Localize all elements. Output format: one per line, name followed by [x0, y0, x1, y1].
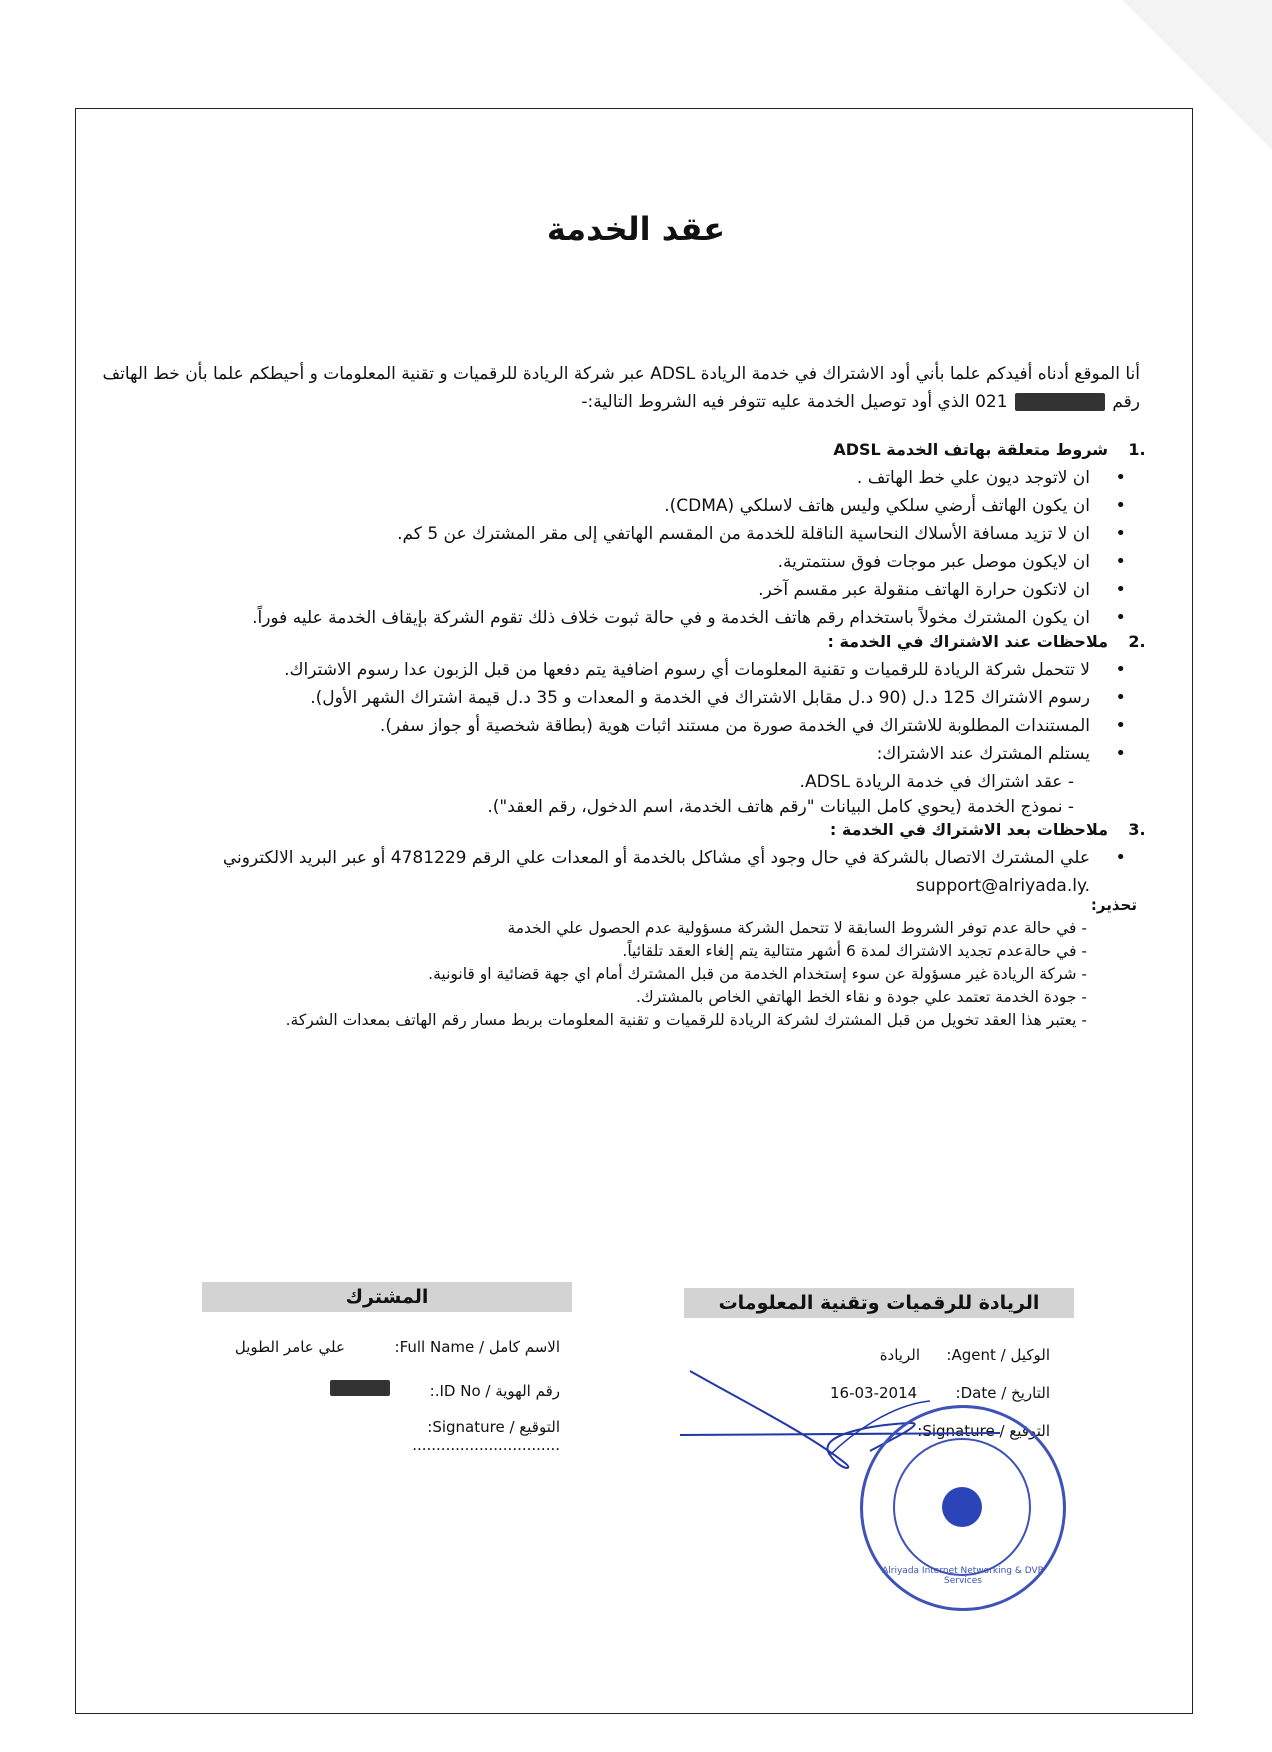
list-item: • ان لايكون موصل عبر موجات فوق سنتمترية.	[92, 550, 1090, 574]
agent-label: الوكيل / Agent:	[946, 1346, 1050, 1364]
redacted-id	[330, 1380, 390, 1396]
list-item: • ان يكون المشترك مخولاً باستخدام رقم هاتف الخدمة و في حالة ثبوت خلاف ذلك تقوم الشركة بإيقاف الخدمة عليه فوراً.	[92, 606, 1090, 630]
section-1	[92, 438, 1152, 634]
list-item: - في حالة عدم توفر الشروط السابقة لا تتحمل الشركة مسؤولية عدم الحصول علي الخدمة	[507, 919, 1087, 937]
list-item: - يعتبر هذا العقد تخويل من قبل المشترك لشركة الريادة للرقميات و تقنية المعلومات بربط مسار رقم الهاتف بمعدات الشركة.	[285, 1011, 1087, 1029]
section-2-heading: ملاحظات عند الاشتراك في الخدمة :	[827, 632, 1108, 651]
list-item: • ان يكون الهاتف أرضي سلكي وليس هاتف لاسلكي (CDMA).	[92, 494, 1090, 518]
contract-title: عقد الخدمة	[546, 210, 726, 248]
date-label: التاريخ / Date:	[955, 1384, 1050, 1402]
stamp-globe-icon	[942, 1487, 982, 1527]
section-2-number: 2.	[1128, 632, 1146, 651]
date-value: 16-03-2014	[830, 1384, 918, 1402]
redacted-phone	[1015, 393, 1105, 411]
section-3-bullets	[92, 846, 1152, 870]
list-item: • المستندات المطلوبة للاشتراك في الخدمة صورة من مستند اثبات هوية (بطاقة شخصية أو جواز سفر).	[92, 714, 1090, 738]
section-3	[92, 818, 1152, 898]
intro-line-1: أنا الموقع أدناه أفيدكم علما بأني أود الاشتراك في خدمة الريادة ADSL عبر شركة الريادة للرقميات و تقنية المعلومات و أحيطكم علما بأن خط الهاتف	[102, 364, 1140, 384]
intro-line-2: رقم 021 الذي أود توصيل الخدمة عليه تتوفر فيه الشروط التالية:-	[581, 392, 1140, 412]
list-item: - نموذج الخدمة (يحوي كامل البيانات "رقم هاتف الخدمة، اسم الدخول، رقم العقد").	[487, 797, 1074, 817]
list-item: • ان لا تزيد مسافة الأسلاك النحاسية الناقلة للخدمة من المقسم الهاتفي إلى مقر المشترك عن 5 كم.	[92, 522, 1090, 546]
full-name-value: علي عامر الطويل	[234, 1338, 345, 1356]
list-item: • ان لاتوجد ديون علي خط الهاتف .	[92, 466, 1090, 490]
list-item: - شركة الريادة غير مسؤولة عن سوء إستخدام الخدمة من قبل المشترك أمام اي جهة قضائية او قانونية.	[428, 965, 1087, 983]
list-item: • علي المشترك الاتصال بالشركة في حال وجود أي مشاكل بالخدمة أو المعدات علي الرقم 4781229 أو عبر البريد الالكتروني	[92, 846, 1090, 870]
section-2	[92, 630, 1152, 820]
phone-prefix: 021	[975, 392, 1008, 412]
subscriber-id-row	[300, 1380, 560, 1400]
company-stamp	[860, 1405, 1066, 1611]
list-item: • يستلم المشترك عند الاشتراك:	[92, 742, 1090, 766]
full-name-label: الاسم كامل / Full Name:	[394, 1338, 560, 1356]
section-2-sub-items	[92, 770, 1152, 819]
section-1-heading: شروط متعلقة بهاتف الخدمة ADSL	[833, 440, 1108, 459]
signature-dots: ...............................	[412, 1436, 560, 1454]
section-1-bullets	[92, 466, 1152, 630]
id-label: رقم الهوية / ID No.:	[429, 1382, 560, 1400]
subscriber-full-name-row	[230, 1338, 560, 1356]
subscriber-heading: المشترك	[202, 1282, 572, 1312]
company-heading: الريادة للرقميات وتقنية المعلومات	[684, 1288, 1074, 1318]
list-item: - عقد اشتراك في خدمة الريادة ADSL.	[799, 772, 1074, 792]
warning-title: تحذير:	[1090, 896, 1137, 914]
section-3-number: 3.	[1128, 820, 1146, 839]
subscriber-signature-row	[262, 1418, 560, 1454]
stamp-text: Alriyada Internet Networking & DVB Services	[882, 1566, 1044, 1586]
list-item: - جودة الخدمة تعتمد علي جودة و نقاء الخط الهاتفي الخاص بالمشترك.	[635, 988, 1087, 1006]
list-item: • لا تتحمل شركة الريادة للرقميات و تقنية المعلومات أي رسوم اضافية يتم دفعها من قبل الزبون عدا رسوم الاشتراك.	[92, 658, 1090, 682]
intro-paragraph	[100, 360, 1140, 416]
company-signature-label: التوقيع / Signature:	[917, 1422, 1050, 1440]
section-1-number: 1.	[1128, 440, 1146, 459]
signature-label: التوقيع / Signature:	[427, 1418, 560, 1436]
support-email: support@alriyada.ly.	[916, 876, 1090, 896]
agent-value: الريادة	[879, 1346, 920, 1364]
list-item: • رسوم الاشتراك 125 د.ل (90 د.ل مقابل الاشتراك في الخدمة و المعدات و 35 د.ل قيمة اشتراك الشهر الأول).	[92, 686, 1090, 710]
section-2-bullets	[92, 658, 1152, 766]
section-3-heading: ملاحظات بعد الاشتراك في الخدمة :	[829, 820, 1108, 839]
list-item: • ان لاتكون حرارة الهاتف منقولة عبر مقسم آخر.	[92, 578, 1090, 602]
list-item: - في حالةعدم تجديد الاشتراك لمدة 6 أشهر متتالية يتم إلغاء العقد تلقائياً.	[622, 942, 1087, 960]
warning-block	[87, 894, 1137, 1032]
